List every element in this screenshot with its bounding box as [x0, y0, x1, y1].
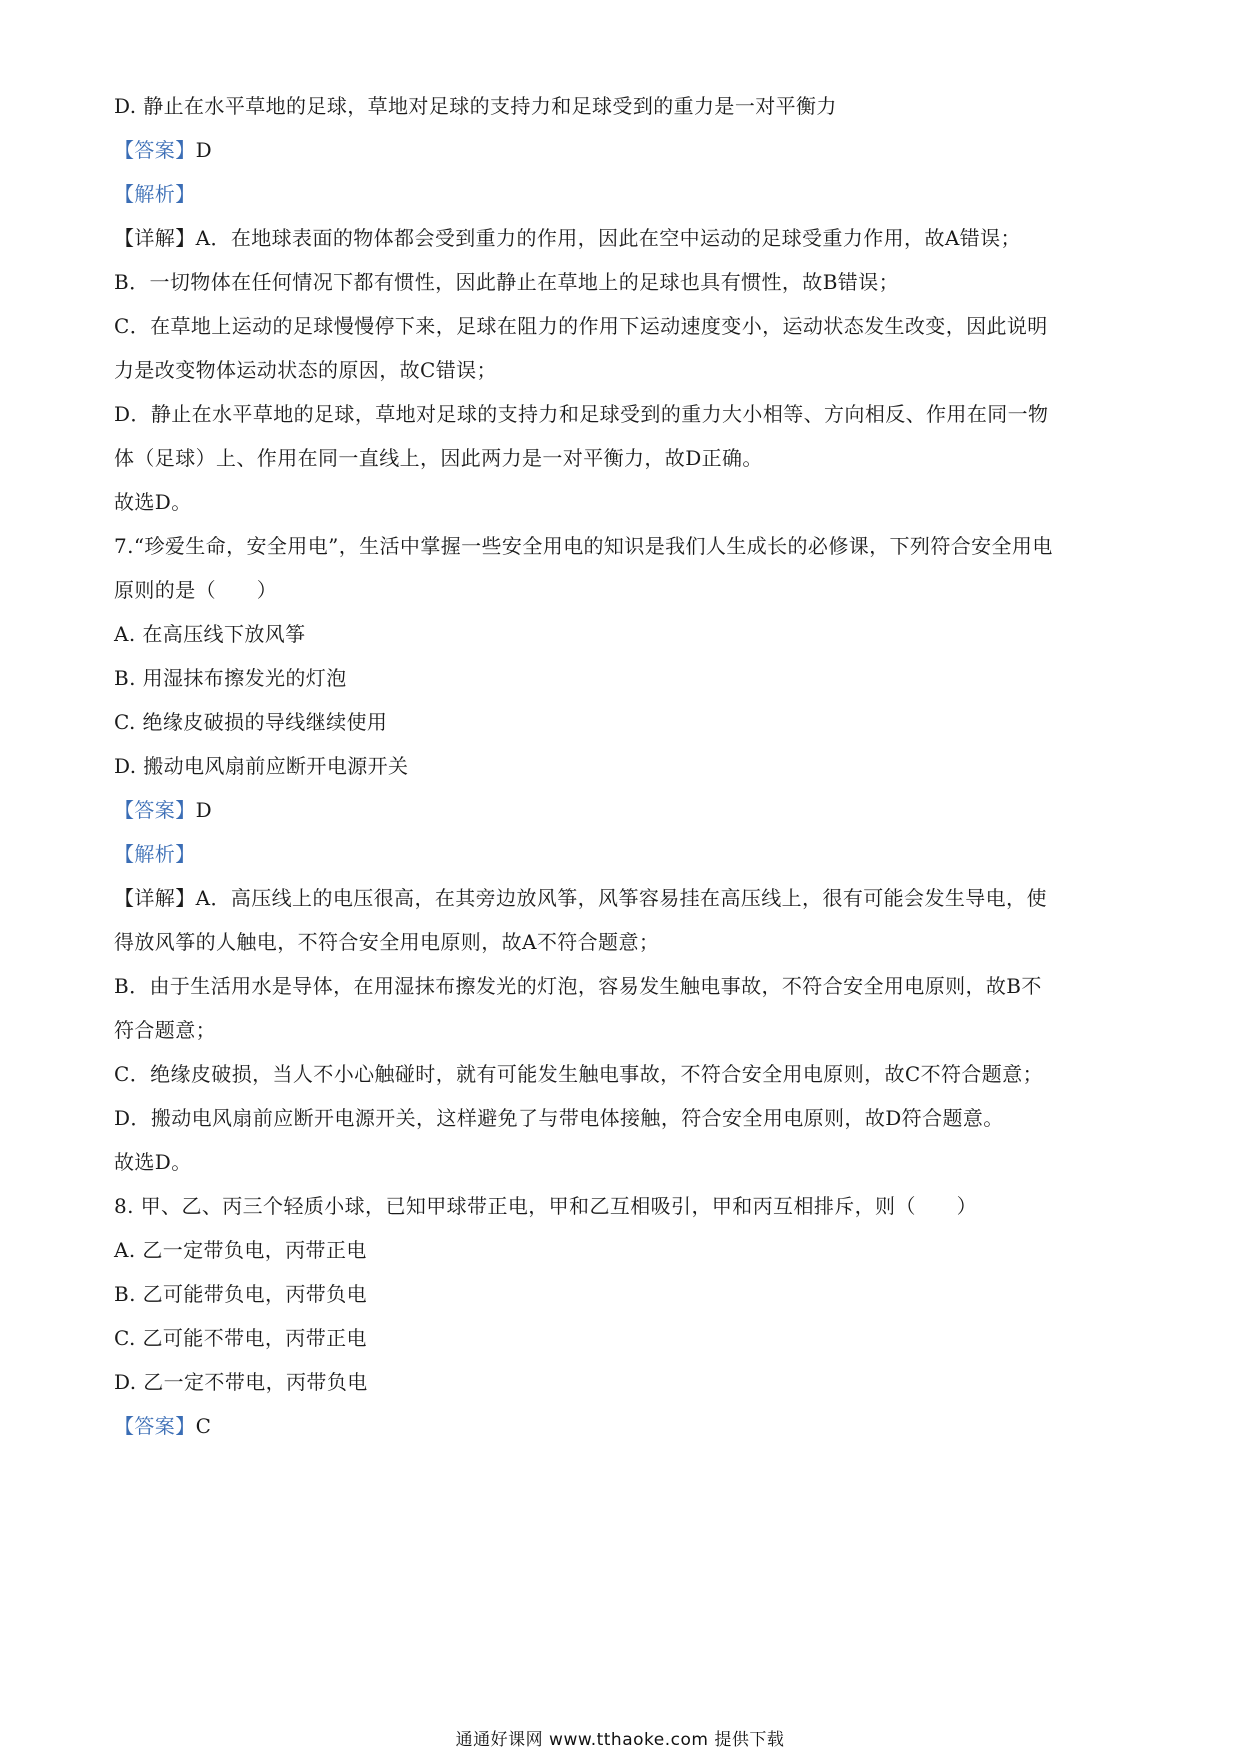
line-text: D. 搬动电风扇前应断开电源开关: [114, 754, 409, 778]
line-text: 符合题意；: [114, 1018, 216, 1042]
line-text: D: [195, 138, 213, 162]
line-text: C．绝缘皮破损，当人不小心触碰时，就有可能发生触电事故，不符合安全用电原则，故C不符合题意；: [114, 1062, 1044, 1086]
section-tag: 【解析】: [114, 182, 196, 206]
section-tag: 【答案】: [114, 1414, 196, 1438]
answer-line: [114, 180, 1134, 208]
text-line: [114, 92, 1134, 120]
line-text: 【详解】A．在地球表面的物体都会受到重力的作用，因此在空中运动的足球受重力作用，故A错误；: [114, 226, 1021, 250]
line-text: D．静止在水平草地的足球，草地对足球的支持力和足球受到的重力大小相等、方向相反、作用在同一物: [114, 402, 1049, 426]
text-line: [114, 1060, 1134, 1088]
section-tag: 【答案】: [114, 798, 196, 822]
answer-line: [114, 796, 1134, 824]
text-line: [114, 1280, 1134, 1308]
text-line: [114, 312, 1134, 340]
line-text: D. 乙一定不带电，丙带负电: [114, 1370, 368, 1394]
text-line: [114, 400, 1134, 428]
text-line: [114, 1148, 1134, 1176]
line-text: 得放风筝的人触电，不符合安全用电原则，故A不符合题意；: [114, 930, 660, 954]
text-line: [114, 532, 1134, 560]
line-text: 8. 甲、乙、丙三个轻质小球，已知甲球带正电，甲和乙互相吸引，甲和丙互相排斥，则（ ）: [114, 1194, 978, 1218]
line-text: D: [195, 798, 213, 822]
line-text: 故选D。: [114, 490, 192, 514]
text-line: [114, 356, 1134, 384]
text-line: [114, 1192, 1134, 1220]
answer-line: [114, 840, 1134, 868]
text-line: [114, 1236, 1134, 1264]
line-text: A. 乙一定带负电，丙带正电: [114, 1238, 367, 1262]
text-line: [114, 488, 1134, 516]
line-text: 体（足球）上、作用在同一直线上，因此两力是一对平衡力，故D正确。: [114, 446, 763, 470]
section-tag: 【答案】: [114, 138, 196, 162]
page-footer: 通通好课网 www.tthaoke.com 提供下载: [455, 1730, 785, 1750]
line-text: B. 乙可能带负电，丙带负电: [114, 1282, 368, 1306]
text-line: [114, 752, 1134, 780]
text-line: [114, 268, 1134, 296]
line-text: A. 在高压线下放风筝: [114, 622, 306, 646]
line-text: 7.“珍爱生命，安全用电”，生活中掌握一些安全用电的知识是我们人生成长的必修课，下列符合安全用电: [114, 534, 1053, 558]
line-text: D. 静止在水平草地的足球，草地对足球的支持力和足球受到的重力是一对平衡力: [114, 94, 837, 118]
text-line: [114, 928, 1134, 956]
text-line: [114, 1016, 1134, 1044]
text-line: [114, 884, 1134, 912]
text-line: [114, 1368, 1134, 1396]
answer-line: [114, 136, 1134, 164]
line-text: D．搬动电风扇前应断开电源开关，这样避免了与带电体接触，符合安全用电原则，故D符合题意。: [114, 1106, 1004, 1130]
line-text: B．由于生活用水是导体，在用湿抹布擦发光的灯泡，容易发生触电事故，不符合安全用电原则，故B不: [114, 974, 1042, 998]
text-line: [114, 664, 1134, 692]
text-line: [114, 224, 1134, 252]
answer-line: [114, 1412, 1134, 1440]
section-tag: 【解析】: [114, 842, 196, 866]
line-text: 力是改变物体运动状态的原因，故C错误；: [114, 358, 497, 382]
text-line: [114, 708, 1134, 736]
line-text: 原则的是（ ）: [114, 578, 278, 602]
line-text: 故选D。: [114, 1150, 192, 1174]
line-text: C．在草地上运动的足球慢慢停下来，足球在阻力的作用下运动速度变小，运动状态发生改变，因此说明: [114, 314, 1048, 338]
line-text: 【详解】A．高压线上的电压很高，在其旁边放风筝，风筝容易挂在高压线上，很有可能会发生导电，使: [114, 886, 1047, 910]
line-text: C: [195, 1414, 212, 1438]
line-text: C. 乙可能不带电，丙带正电: [114, 1326, 367, 1350]
text-line: [114, 1104, 1134, 1132]
text-line: [114, 1324, 1134, 1352]
text-line: [114, 576, 1134, 604]
text-line: [114, 972, 1134, 1000]
text-line: [114, 620, 1134, 648]
line-text: B．一切物体在任何情况下都有惯性，因此静止在草地上的足球也具有惯性，故B错误；: [114, 270, 899, 294]
text-line: [114, 444, 1134, 472]
line-text: C. 绝缘皮破损的导线继续使用: [114, 710, 388, 734]
line-text: B. 用湿抹布擦发光的灯泡: [114, 666, 347, 690]
